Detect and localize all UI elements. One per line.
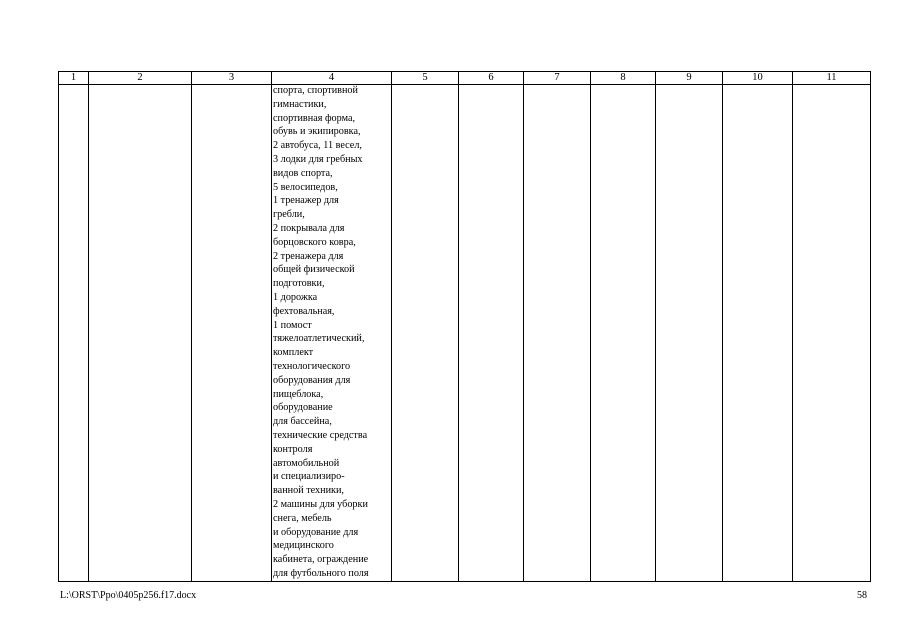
header-col-4: 4 [272, 72, 392, 85]
text-line: 2 автобуса, 11 весел, [273, 140, 362, 152]
header-col-2: 2 [89, 72, 192, 85]
text-line: 5 велосипедов, [273, 181, 338, 193]
text-line: 1 помост [273, 319, 312, 331]
footer-file-path: L:\ORST\Ppo\0405p256.f17.docx [60, 590, 197, 601]
equipment-description [272, 84, 391, 581]
cell-col-7 [524, 85, 591, 582]
header-col-11: 11 [793, 72, 871, 85]
cell-col-10 [723, 85, 793, 582]
header-col-9: 9 [656, 72, 723, 85]
header-col-5: 5 [392, 72, 459, 85]
text-line: 1 дорожка [273, 291, 318, 303]
header-col-3: 3 [192, 72, 272, 85]
cell-col-2 [89, 85, 192, 582]
text-line: фехтовальная, [273, 305, 335, 317]
text-line: медицинского [273, 540, 334, 552]
text-line: пищеблока, [273, 388, 324, 400]
header-col-1: 1 [59, 72, 89, 85]
text-line: спортивная форма, [273, 112, 356, 124]
text-line: ванной техники, [273, 485, 344, 497]
cell-col-9 [656, 85, 723, 582]
cell-col-3 [192, 85, 272, 582]
text-line: 1 тренажер для [273, 195, 339, 207]
header-row [59, 72, 871, 85]
text-line: оборудование [273, 402, 333, 414]
text-line: комплект [273, 347, 314, 359]
table-row [59, 85, 871, 582]
text-line: общей физической [273, 264, 355, 276]
text-line: для бассейна, [273, 416, 332, 428]
text-line: оборудования для [273, 374, 351, 386]
header-col-8: 8 [591, 72, 656, 85]
cell-col-8 [591, 85, 656, 582]
text-line: тяжелоатлетический, [273, 333, 365, 345]
text-line: автомобильной [273, 457, 340, 469]
text-line: обувь и экипировка, [273, 126, 361, 138]
cell-col-1 [59, 85, 89, 582]
footer-page-number: 58 [857, 590, 867, 601]
text-line: для футбольного поля [273, 567, 369, 579]
text-line: и специализиро- [273, 471, 345, 483]
text-line: гребли, [273, 209, 305, 221]
cell-col-4 [272, 85, 392, 582]
text-line: 3 лодки для гребных [273, 153, 363, 165]
text-line: 2 покрывала для [273, 222, 345, 234]
text-line: подготовки, [273, 278, 325, 290]
text-line: борцовского ковра, [273, 236, 356, 248]
text-line: и оборудование для [273, 526, 359, 538]
header-col-10: 10 [723, 72, 793, 85]
text-line: спорта, спортивной [273, 85, 358, 96]
cell-col-6 [459, 85, 524, 582]
text-line: гимнастики, [273, 98, 327, 110]
text-line: технические средства [273, 429, 368, 441]
text-line: 2 машины для уборки [273, 498, 368, 510]
document-table [58, 71, 871, 582]
text-line: кабинета, ограждение [273, 554, 369, 566]
text-line: контроля [273, 443, 313, 455]
cell-col-11 [793, 85, 871, 582]
text-line: технологического [273, 360, 351, 372]
header-col-7: 7 [524, 72, 591, 85]
text-line: 2 тренажера для [273, 250, 344, 262]
text-line: видов спорта, [273, 167, 333, 179]
header-col-6: 6 [459, 72, 524, 85]
cell-col-5 [392, 85, 459, 582]
text-line: снега, мебель [273, 512, 332, 524]
